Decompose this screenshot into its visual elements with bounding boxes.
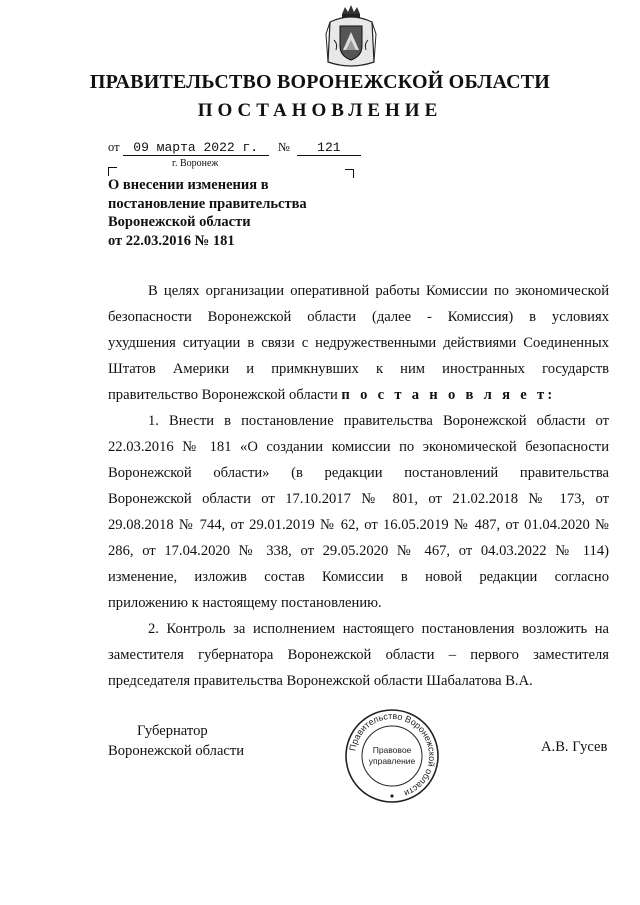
stamp-inner-line: управление bbox=[368, 756, 416, 766]
item2-line: заместителя губернатора Воронежской области – первого заместителя bbox=[108, 647, 609, 663]
decree-word: п о с т а н о в л я е т: bbox=[341, 387, 556, 403]
subject-line: от 22.03.2016 № 181 bbox=[108, 233, 235, 250]
corner-mark-left bbox=[108, 167, 117, 176]
item2-line: 2. Контроль за исполнением настоящего постановления возложить на bbox=[148, 621, 609, 637]
preamble-line: безопасности Воронежской области (далее - Комиссия) в условиях bbox=[108, 309, 609, 325]
preamble-line: ухудшения ситуации в связи с недружественными действиями Соединенных bbox=[108, 335, 609, 351]
signer-role-line: Губернатор bbox=[137, 723, 208, 739]
item1-line: 29.08.2018 № 744, от 29.01.2019 № 62, от 16.05.2019 № 487, от 01.04.2020 № bbox=[108, 517, 609, 533]
item1-line: 22.03.2016 № 181 «О создании комиссии по экономической безопасности bbox=[108, 439, 609, 455]
number-sign: № bbox=[277, 140, 290, 154]
item1-line: 1. Внести в постановление правительства Воронежской области от bbox=[148, 413, 609, 429]
item2-last-line: председателя правительства Воронежской области Шабалатова В.А. bbox=[108, 673, 533, 689]
preamble-last-line bbox=[108, 382, 609, 408]
city-label: г. Воронеж bbox=[172, 158, 219, 169]
subject-line: постановление правительства bbox=[108, 195, 307, 212]
stamp-inner-line: Правовое bbox=[372, 745, 412, 755]
item1-line: изменение, изложив состав Комиссии в новой редакции согласно bbox=[108, 569, 609, 585]
item1-line: 286, от 17.04.2020 № 338, от 29.05.2020 № 467, от 04.03.2022 № 114) bbox=[108, 543, 609, 559]
government-title: ПРАВИТЕЛЬСТВО ВОРОНЕЖСКОЙ ОБЛАСТИ bbox=[89, 71, 551, 93]
preamble-line: В целях организации оперативной работы Комиссии по экономической bbox=[148, 283, 609, 299]
item1-last-line: приложению к настоящему постановлению. bbox=[108, 595, 382, 611]
subject-line: Воронежской области bbox=[108, 214, 251, 231]
signer-role bbox=[108, 721, 244, 761]
item1-line: Воронежской области от 17.10.2017 № 801, от 21.02.2018 № 173, от bbox=[108, 491, 609, 507]
document-number: 121 bbox=[297, 140, 361, 156]
round-stamp-icon bbox=[342, 707, 442, 805]
document-subject bbox=[108, 176, 307, 251]
signer-role-line: Воронежской области bbox=[108, 743, 245, 759]
subject-line: О внесении изменения в bbox=[108, 177, 269, 193]
preamble-line: Штатов Америки и примкнувших к ним иностранных государств bbox=[108, 361, 609, 377]
signer-name: А.В. Гусев bbox=[541, 739, 608, 755]
item1-line: Воронежской области» (в редакции постановлений правительства bbox=[108, 465, 609, 481]
document-body bbox=[108, 278, 609, 694]
document-date: 09 марта 2022 г. bbox=[123, 140, 269, 156]
corner-mark-right bbox=[345, 169, 354, 178]
voronezh-coat-of-arms-icon bbox=[324, 4, 378, 70]
document-type: ПОСТАНОВЛЕНИЕ bbox=[197, 100, 443, 121]
date-prefix: от bbox=[108, 140, 120, 154]
registration-line bbox=[108, 140, 361, 156]
preamble-last-text: правительство Воронежской области bbox=[108, 387, 342, 403]
stamp-ring-text: Правительство Воронежской области bbox=[347, 710, 438, 799]
